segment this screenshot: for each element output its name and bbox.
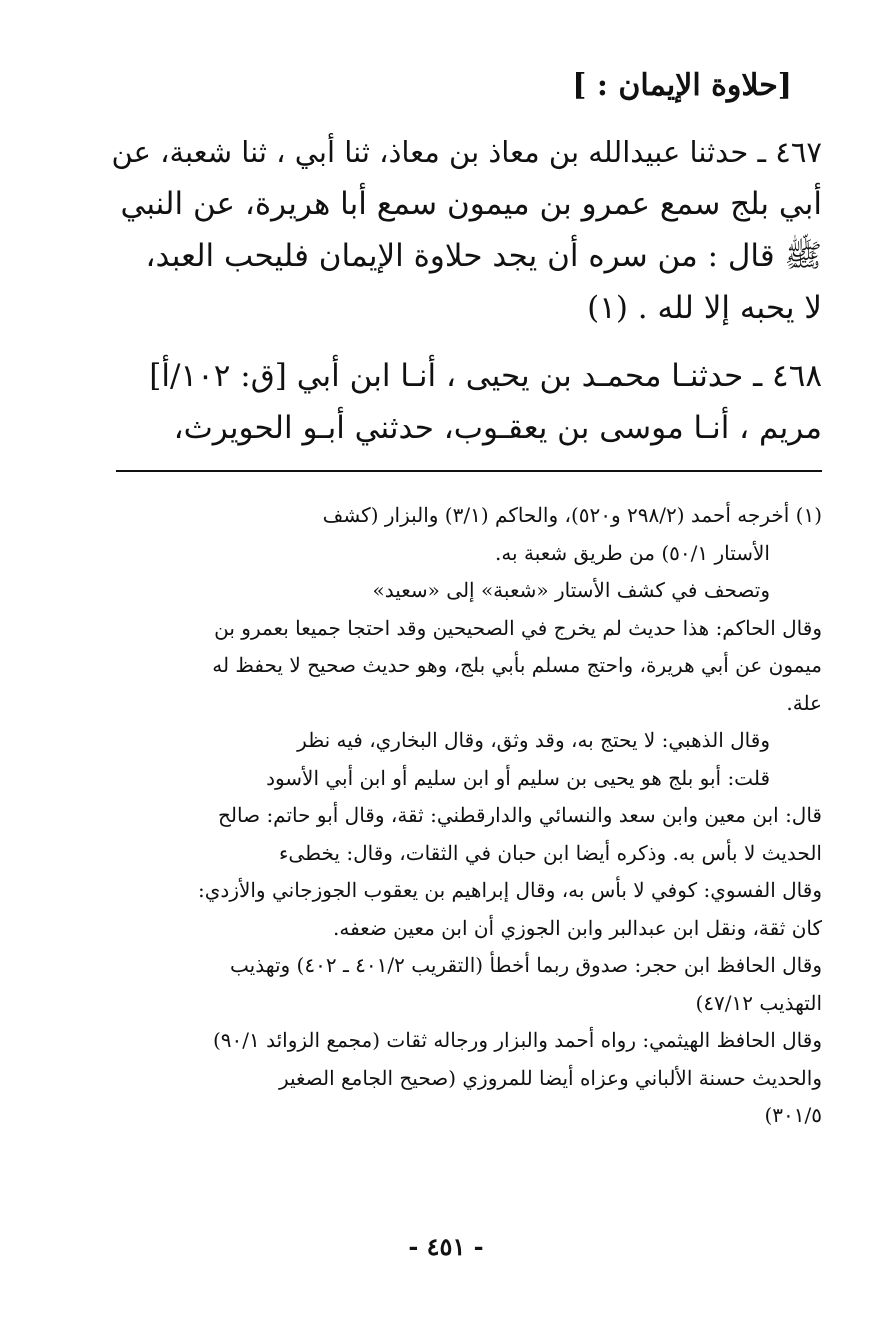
footnote-separator: [116, 470, 822, 472]
footnote-line: ميمون عن أبي هريرة، واحتج مسلم بأبي بلج، وهو حديث صحيح لا يحفظ له: [212, 653, 822, 677]
hadith-467: [102, 126, 822, 334]
hadith-line: ﷺ قال : من سره أن يجد حلاوة الإيمان فليحب العبد،: [145, 238, 822, 274]
footnote-line: قال: ابن معين وابن سعد والنسائي والدارقطني: ثقة، وقال أبو حاتم: صالح: [218, 803, 822, 827]
footnote-line: قلت: أبو بلج هو يحيى بن سليم أو ابن سليم أو ابن أبي الأسود: [266, 765, 770, 790]
page-number: - ٤٥١ -: [408, 1232, 484, 1261]
footnote-line: ٣٠١/٥): [764, 1103, 822, 1127]
footnote-line: الحديث لا بأس به. وذكره أيضا ابن حبان في الثقات، وقال: يخطىء: [279, 840, 822, 865]
hadith-line: ٤٦٨ ـ حدثنـا محمـد بن يحيى ، أنـا ابن أبي [ق: ١٠٢/أ]: [149, 358, 822, 394]
footnote-line: التهذيب ٤٧/١٢): [695, 990, 822, 1015]
footnote-line: وقال الحافظ الهيثمي: رواه أحمد والبزار ورجاله ثقات (مجمع الزوائد ٩٠/١): [212, 1028, 822, 1052]
footnote-line: وتصحف في كشف الأستار «شعبة» إلى «سعيد»: [372, 578, 770, 602]
footnote-line: (١) أخرجه أحمد (٢٩٨/٢ و٥٢٠)، والحاكم (٣/١) والبزار (كشف: [322, 503, 822, 527]
hadith-line: أبي بلج سمع عمرو بن ميمون سمع أبا هريرة، عن النبي: [120, 186, 822, 222]
footnote-line: والحديث حسنة الألباني وعزاه أيضا للمروزي (صحيح الجامع الصغير: [278, 1065, 822, 1090]
hadith-line: ٤٦٧ ـ حدثنا عبيدالله بن معاذ بن معاذ، ثنا أبي ، ثنا شعبة، عن: [111, 135, 822, 169]
footnote-line: كان ثقة، ونقل ابن عبدالبر وابن الجوزي أن ابن معين ضعفه.: [332, 915, 822, 940]
hadith-468: [102, 350, 822, 454]
footnote-line: الأستار ٥٠/١) من طريق شعبة به.: [494, 540, 770, 565]
footnote-line: وقال الحاكم: هذا حديث لم يخرج في الصحيحين وقد احتجا جميعا بعمرو بن: [214, 615, 822, 640]
footnotes: [108, 497, 822, 1135]
footnote-line: وقال الفسوي: كوفي لا بأس به، وقال إبراهيم بن يعقوب الجوزجاني والأزدي:: [198, 878, 822, 902]
hadith-line: لا يحبه إلا لله . (١): [587, 290, 822, 326]
footnote-line: وقال الذهبي: لا يحتج به، وقد وثق، وقال البخاري، فيه نظر: [297, 728, 770, 752]
chapter-heading: [حلاوة الإيمان : ]: [572, 68, 792, 103]
footnote-line: علة.: [786, 690, 822, 715]
hadith-line: مريم ، أنـا موسى بن يعقـوب، حدثني أبـو الحويرث،: [173, 410, 822, 446]
footnote-line: وقال الحافظ ابن حجر: صدوق ربما أخطأ (التقريب ٤٠١/٢ ـ ٤٠٢) وتهذيب: [230, 953, 822, 977]
